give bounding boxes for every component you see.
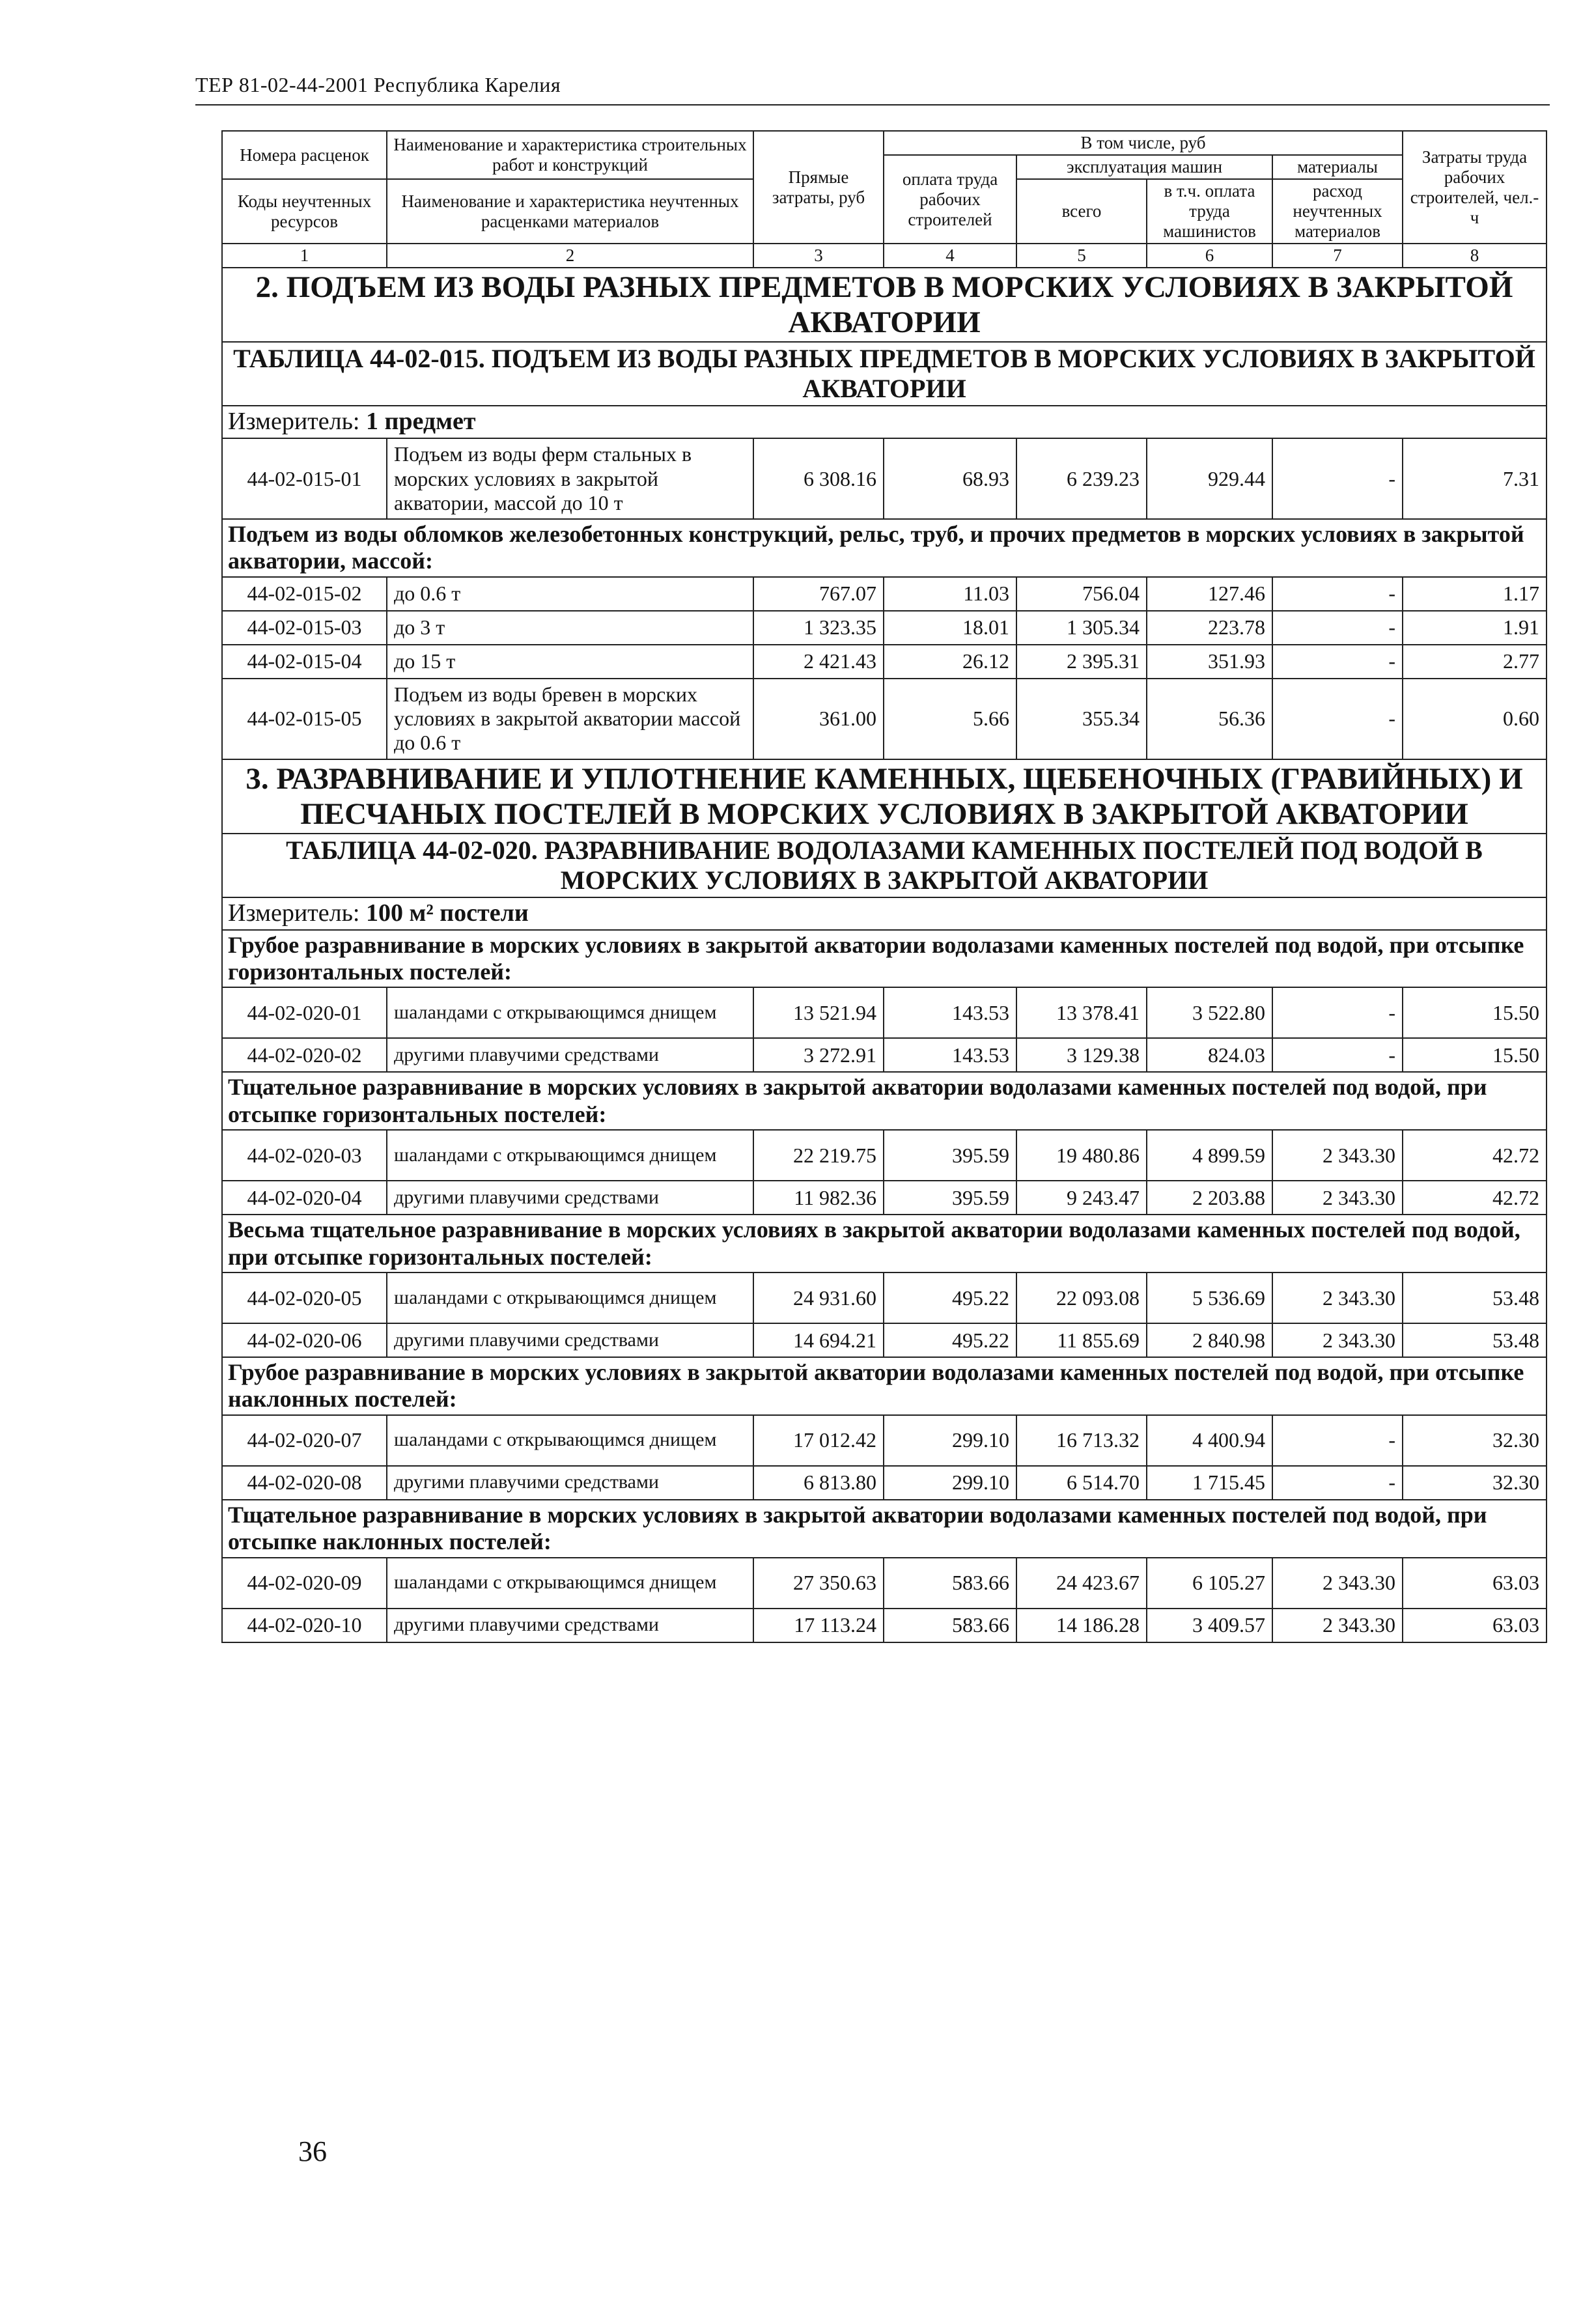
machine-cost-total: 1 305.34 bbox=[1016, 611, 1147, 645]
machine-cost-total: 11 855.69 bbox=[1016, 1323, 1147, 1357]
work-name: Подъем из воды бревен в морских условиях в закрытой акватории массой до 0.6 т bbox=[387, 679, 753, 759]
direct-cost: 13 521.94 bbox=[753, 987, 884, 1038]
direct-cost: 2 421.43 bbox=[753, 645, 884, 679]
machine-operator-cost: 824.03 bbox=[1147, 1038, 1272, 1072]
header-col7: расход неучтенных материалов bbox=[1272, 179, 1403, 244]
machine-operator-cost: 3 522.80 bbox=[1147, 987, 1272, 1038]
direct-cost: 6 813.80 bbox=[753, 1466, 884, 1500]
labor-cost: 299.10 bbox=[884, 1466, 1016, 1500]
machine-operator-cost: 351.93 bbox=[1147, 645, 1272, 679]
header-row-1 bbox=[222, 131, 1547, 155]
machine-cost-total: 2 395.31 bbox=[1016, 645, 1147, 679]
header-col2-bottom: Наименование и характеристика неучтенных расценками материалов bbox=[387, 179, 753, 244]
labor-hours: 15.50 bbox=[1403, 1038, 1547, 1072]
materials-cost: - bbox=[1272, 679, 1403, 759]
work-name: шаландами с открывающимся днищем bbox=[387, 1273, 753, 1323]
labor-cost: 5.66 bbox=[884, 679, 1016, 759]
labor-hours: 42.72 bbox=[1403, 1130, 1547, 1181]
table-row bbox=[222, 1466, 1547, 1500]
rate-code: 44-02-020-09 bbox=[222, 1558, 387, 1609]
machine-operator-cost: 4 400.94 bbox=[1147, 1415, 1272, 1466]
direct-cost: 17 113.24 bbox=[753, 1609, 884, 1642]
table-row bbox=[222, 679, 1547, 759]
machine-operator-cost: 2 840.98 bbox=[1147, 1323, 1272, 1357]
measure-row bbox=[222, 406, 1547, 438]
column-number: 2 bbox=[387, 244, 753, 268]
measure-row bbox=[222, 897, 1547, 930]
machine-cost-total: 13 378.41 bbox=[1016, 987, 1147, 1038]
work-name: до 15 т bbox=[387, 645, 753, 679]
labor-hours: 2.77 bbox=[1403, 645, 1547, 679]
labor-cost: 68.93 bbox=[884, 438, 1016, 519]
group-heading: Подъем из воды обломков железобетонных конструкций, рельс, труб, и прочих предметов в морских условиях в закрытой акватории, массой: bbox=[222, 519, 1547, 577]
machine-cost-total: 19 480.86 bbox=[1016, 1130, 1147, 1181]
column-number: 8 bbox=[1403, 244, 1547, 268]
header-group-label: В том числе, руб bbox=[884, 131, 1403, 155]
column-number: 3 bbox=[753, 244, 884, 268]
materials-cost: - bbox=[1272, 1038, 1403, 1072]
group-heading: Весьма тщательное разравнивание в морских условиях в закрытой акватории водолазами каменных постелей под водой, при отсыпке горизонтальных постелей: bbox=[222, 1215, 1547, 1273]
header-col8: Затраты труда рабочих строителей, чел.-ч bbox=[1403, 131, 1547, 244]
machine-operator-cost: 6 105.27 bbox=[1147, 1558, 1272, 1609]
direct-cost: 17 012.42 bbox=[753, 1415, 884, 1466]
labor-cost: 583.66 bbox=[884, 1558, 1016, 1609]
labor-hours: 32.30 bbox=[1403, 1415, 1547, 1466]
labor-hours: 53.48 bbox=[1403, 1273, 1547, 1323]
machine-cost-total: 22 093.08 bbox=[1016, 1273, 1147, 1323]
machine-operator-cost: 1 715.45 bbox=[1147, 1466, 1272, 1500]
header-col2-top: Наименование и характеристика строительных работ и конструкций bbox=[387, 131, 753, 179]
group-heading: Грубое разравнивание в морских условиях в закрытой акватории водолазами каменных постелей под водой, при отсыпке наклонных постелей: bbox=[222, 1357, 1547, 1415]
labor-hours: 42.72 bbox=[1403, 1181, 1547, 1215]
column-number: 7 bbox=[1272, 244, 1403, 268]
table-row bbox=[222, 987, 1547, 1038]
machine-operator-cost: 929.44 bbox=[1147, 438, 1272, 519]
column-number: 4 bbox=[884, 244, 1016, 268]
table-row bbox=[222, 1130, 1547, 1181]
machine-cost-total: 756.04 bbox=[1016, 577, 1147, 611]
rate-code: 44-02-015-04 bbox=[222, 645, 387, 679]
header-col6: в т.ч. оплата труда машинистов bbox=[1147, 179, 1272, 244]
machine-operator-cost: 56.36 bbox=[1147, 679, 1272, 759]
work-name: другими плавучими средствами bbox=[387, 1609, 753, 1642]
machine-operator-cost: 5 536.69 bbox=[1147, 1273, 1272, 1323]
work-name: шаландами с открывающимся днищем bbox=[387, 1558, 753, 1609]
rate-code: 44-02-020-05 bbox=[222, 1273, 387, 1323]
table-row bbox=[222, 1038, 1547, 1072]
table-44-02-020-title-row bbox=[222, 834, 1547, 897]
column-number: 5 bbox=[1016, 244, 1147, 268]
header-col5: всего bbox=[1016, 179, 1147, 244]
direct-cost: 6 308.16 bbox=[753, 438, 884, 519]
materials-cost: - bbox=[1272, 438, 1403, 519]
header-col1-top: Номера расценок bbox=[222, 131, 387, 179]
labor-cost: 583.66 bbox=[884, 1609, 1016, 1642]
rate-code: 44-02-015-03 bbox=[222, 611, 387, 645]
measure-label: Измеритель: bbox=[228, 899, 360, 927]
group-heading-row bbox=[222, 930, 1547, 988]
machine-operator-cost: 3 409.57 bbox=[1147, 1609, 1272, 1642]
labor-cost: 395.59 bbox=[884, 1130, 1016, 1181]
machine-cost-total: 16 713.32 bbox=[1016, 1415, 1147, 1466]
group-heading: Тщательное разравнивание в морских условиях в закрытой акватории водолазами каменных постелей под водой, при отсыпке горизонтальных постелей: bbox=[222, 1072, 1547, 1130]
machine-operator-cost: 127.46 bbox=[1147, 577, 1272, 611]
materials-cost: 2 343.30 bbox=[1272, 1130, 1403, 1181]
machine-cost-total: 6 514.70 bbox=[1016, 1466, 1147, 1500]
machine-cost-total: 3 129.38 bbox=[1016, 1038, 1147, 1072]
rate-code: 44-02-020-10 bbox=[222, 1609, 387, 1642]
table-row bbox=[222, 438, 1547, 519]
work-name: до 3 т bbox=[387, 611, 753, 645]
labor-hours: 53.48 bbox=[1403, 1323, 1547, 1357]
rate-code: 44-02-020-07 bbox=[222, 1415, 387, 1466]
materials-cost: - bbox=[1272, 645, 1403, 679]
machine-operator-cost: 2 203.88 bbox=[1147, 1181, 1272, 1215]
machine-operator-cost: 4 899.59 bbox=[1147, 1130, 1272, 1181]
labor-hours: 1.17 bbox=[1403, 577, 1547, 611]
materials-cost: - bbox=[1272, 577, 1403, 611]
section-2-row bbox=[222, 268, 1547, 342]
section-title: 2. ПОДЪЕМ ИЗ ВОДЫ РАЗНЫХ ПРЕДМЕТОВ В МОРСКИХ УСЛОВИЯХ В ЗАКРЫТОЙ АКВАТОРИИ bbox=[222, 268, 1547, 342]
group-heading-row bbox=[222, 1500, 1547, 1558]
materials-cost: 2 343.30 bbox=[1272, 1558, 1403, 1609]
labor-cost: 495.22 bbox=[884, 1273, 1016, 1323]
column-numbers-row bbox=[222, 244, 1547, 268]
work-name: другими плавучими средствами bbox=[387, 1466, 753, 1500]
work-name: Подъем из воды ферм стальных в морских условиях в закрытой акватории, массой до 10 т bbox=[387, 438, 753, 519]
machine-cost-total: 6 239.23 bbox=[1016, 438, 1147, 519]
work-name: до 0.6 т bbox=[387, 577, 753, 611]
direct-cost: 767.07 bbox=[753, 577, 884, 611]
page-number: 36 bbox=[298, 2135, 327, 2167]
machine-cost-total: 24 423.67 bbox=[1016, 1558, 1147, 1609]
section-3-row bbox=[222, 759, 1547, 834]
column-number: 1 bbox=[222, 244, 387, 268]
measure-unit bbox=[222, 406, 1547, 438]
table-row bbox=[222, 1323, 1547, 1357]
column-number: 6 bbox=[1147, 244, 1272, 268]
labor-hours: 63.03 bbox=[1403, 1609, 1547, 1642]
work-name: другими плавучими средствами bbox=[387, 1181, 753, 1215]
measure-label: Измеритель: bbox=[228, 408, 360, 436]
group-heading: Грубое разравнивание в морских условиях в закрытой акватории водолазами каменных постелей под водой, при отсыпке горизонтальных постелей: bbox=[222, 930, 1547, 988]
labor-hours: 32.30 bbox=[1403, 1466, 1547, 1500]
labor-hours: 1.91 bbox=[1403, 611, 1547, 645]
materials-cost: 2 343.30 bbox=[1272, 1609, 1403, 1642]
rate-code: 44-02-020-02 bbox=[222, 1038, 387, 1072]
measure-unit bbox=[222, 897, 1547, 930]
price-table bbox=[221, 130, 1547, 1643]
rate-code: 44-02-020-08 bbox=[222, 1466, 387, 1500]
labor-cost: 26.12 bbox=[884, 645, 1016, 679]
materials-cost: 2 343.30 bbox=[1272, 1273, 1403, 1323]
header-col3: Прямые затраты, руб bbox=[753, 131, 884, 244]
rate-code: 44-02-020-01 bbox=[222, 987, 387, 1038]
rate-code: 44-02-015-02 bbox=[222, 577, 387, 611]
group-heading-row bbox=[222, 1215, 1547, 1273]
measure-value: 1 предмет bbox=[366, 408, 476, 436]
labor-cost: 495.22 bbox=[884, 1323, 1016, 1357]
rate-code: 44-02-015-01 bbox=[222, 438, 387, 519]
direct-cost: 1 323.35 bbox=[753, 611, 884, 645]
group-heading: Тщательное разравнивание в морских условиях в закрытой акватории водолазами каменных постелей под водой, при отсыпке наклонных постелей: bbox=[222, 1500, 1547, 1558]
work-name: шаландами с открывающимся днищем bbox=[387, 1130, 753, 1181]
machine-cost-total: 355.34 bbox=[1016, 679, 1147, 759]
direct-cost: 3 272.91 bbox=[753, 1038, 884, 1072]
table-row bbox=[222, 611, 1547, 645]
work-name: другими плавучими средствами bbox=[387, 1038, 753, 1072]
labor-hours: 0.60 bbox=[1403, 679, 1547, 759]
labor-cost: 299.10 bbox=[884, 1415, 1016, 1466]
group-heading-row bbox=[222, 1072, 1547, 1130]
table-row bbox=[222, 1415, 1547, 1466]
header-rule bbox=[195, 104, 1550, 105]
labor-hours: 63.03 bbox=[1403, 1558, 1547, 1609]
direct-cost: 361.00 bbox=[753, 679, 884, 759]
section-title: 3. РАЗРАВНИВАНИЕ И УПЛОТНЕНИЕ КАМЕННЫХ, ЩЕБЕНОЧНЫХ (ГРАВИЙНЫХ) И ПЕСЧАНЫХ ПОСТЕЛЕЙ В МОРСКИХ УСЛОВИЯХ В ЗАКРЫТОЙ АКВАТОРИИ bbox=[222, 759, 1547, 834]
labor-cost: 395.59 bbox=[884, 1181, 1016, 1215]
labor-cost: 143.53 bbox=[884, 987, 1016, 1038]
materials-cost: - bbox=[1272, 1466, 1403, 1500]
table-row bbox=[222, 577, 1547, 611]
materials-cost: - bbox=[1272, 611, 1403, 645]
labor-hours: 15.50 bbox=[1403, 987, 1547, 1038]
work-name: другими плавучими средствами bbox=[387, 1323, 753, 1357]
rate-code: 44-02-020-04 bbox=[222, 1181, 387, 1215]
rate-code: 44-02-015-05 bbox=[222, 679, 387, 759]
header-machines-label: эксплуатация машин bbox=[1016, 155, 1272, 179]
materials-cost: 2 343.30 bbox=[1272, 1323, 1403, 1357]
group-heading-row bbox=[222, 519, 1547, 577]
direct-cost: 11 982.36 bbox=[753, 1181, 884, 1215]
direct-cost: 27 350.63 bbox=[753, 1558, 884, 1609]
table-title: ТАБЛИЦА 44-02-015. ПОДЪЕМ ИЗ ВОДЫ РАЗНЫХ ПРЕДМЕТОВ В МОРСКИХ УСЛОВИЯХ В ЗАКРЫТОЙ АКВАТОРИИ bbox=[222, 342, 1547, 406]
rate-code: 44-02-020-03 bbox=[222, 1130, 387, 1181]
measure-value: 100 м² постели bbox=[366, 899, 529, 927]
work-name: шаландами с открывающимся днищем bbox=[387, 1415, 753, 1466]
labor-cost: 11.03 bbox=[884, 577, 1016, 611]
machine-operator-cost: 223.78 bbox=[1147, 611, 1272, 645]
table-row bbox=[222, 1181, 1547, 1215]
header-col4: оплата труда рабочих строителей bbox=[884, 155, 1016, 244]
direct-cost: 22 219.75 bbox=[753, 1130, 884, 1181]
direct-cost: 24 931.60 bbox=[753, 1273, 884, 1323]
materials-cost: - bbox=[1272, 1415, 1403, 1466]
table-row bbox=[222, 645, 1547, 679]
table-row bbox=[222, 1609, 1547, 1642]
header-col1-bottom: Коды неучтенных ресурсов bbox=[222, 179, 387, 244]
labor-cost: 143.53 bbox=[884, 1038, 1016, 1072]
rate-code: 44-02-020-06 bbox=[222, 1323, 387, 1357]
table-row bbox=[222, 1558, 1547, 1609]
labor-hours: 7.31 bbox=[1403, 438, 1547, 519]
group-heading-row bbox=[222, 1357, 1547, 1415]
materials-cost: - bbox=[1272, 987, 1403, 1038]
table-title: ТАБЛИЦА 44-02-020. РАЗРАВНИВАНИЕ ВОДОЛАЗАМИ КАМЕННЫХ ПОСТЕЛЕЙ ПОД ВОДОЙ В МОРСКИХ УСЛОВИЯХ В ЗАКРЫТОЙ АКВАТОРИИ bbox=[222, 834, 1547, 897]
labor-cost: 18.01 bbox=[884, 611, 1016, 645]
direct-cost: 14 694.21 bbox=[753, 1323, 884, 1357]
machine-cost-total: 14 186.28 bbox=[1016, 1609, 1147, 1642]
header-materials-label: материалы bbox=[1272, 155, 1403, 179]
machine-cost-total: 9 243.47 bbox=[1016, 1181, 1147, 1215]
table-44-02-015-title-row bbox=[222, 342, 1547, 406]
running-head: ТЕР 81-02-44-2001 Республика Карелия bbox=[195, 73, 561, 96]
table-row bbox=[222, 1273, 1547, 1323]
materials-cost: 2 343.30 bbox=[1272, 1181, 1403, 1215]
work-name: шаландами с открывающимся днищем bbox=[387, 987, 753, 1038]
